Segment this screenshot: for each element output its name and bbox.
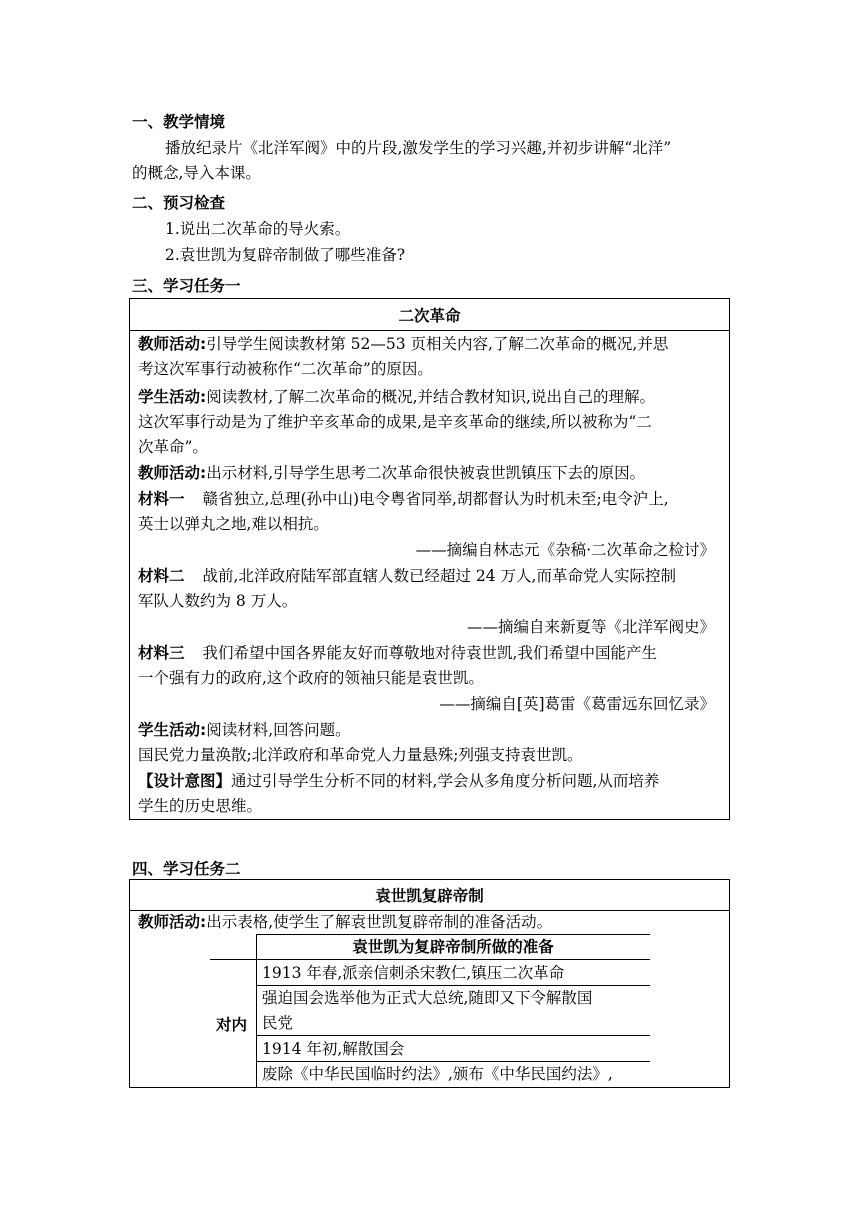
task-2-box	[129, 879, 730, 1088]
paragraph-line: 的概念,导入本课。	[132, 164, 261, 182]
task-1-title: 二次革命	[398, 307, 461, 325]
table-cell: 强迫国会选举他为正式大总统,随即又下令解散国	[262, 989, 593, 1007]
section-heading-context: 一、教学情境	[132, 113, 226, 131]
student-activity-2: 学生活动:阅读材料,回答问题。	[138, 721, 351, 739]
paragraph-line: 播放纪录片《北洋军阀》中的片段,激发学生的学习兴趣,并初步讲解“北洋”	[165, 139, 672, 157]
material-1: 材料一 赣省独立,总理(孙中山)电令粤省同举,胡都督认为时机未至;电令沪上,	[138, 490, 669, 508]
material-1-cont: 英士以弹丸之地,难以相抗。	[138, 515, 329, 533]
student-activity-1: 学生活动:阅读教材,了解二次革命的概况,并结合教材知识,说出自己的理解。	[138, 388, 655, 406]
teacher-activity-1: 教师活动:引导学生阅读教材第 52—53 页相关内容,了解二次革命的概况,并思	[138, 335, 669, 353]
section-heading-preview: 二、预习检查	[132, 194, 226, 212]
task-1-box	[129, 298, 730, 820]
table-cell: 民党	[262, 1014, 294, 1032]
material-3-source: ——摘编自[英]葛雷《葛雷远东回忆录》	[439, 695, 715, 713]
table-cell: 1913 年春,派亲信刺杀宋教仁,镇压二次革命	[262, 964, 565, 982]
teacher-activity: 教师活动:出示表格,使学生了解袁世凯复辟帝制的准备活动。	[138, 913, 553, 931]
teacher-activity-1-cont: 考这次军事行动被称作“二次革命”的原因。	[138, 360, 433, 378]
design-intent: 【设计意图】通过引导学生分析不同的材料,学会从多角度分析问题,从而培养	[138, 772, 660, 790]
answer-1-cont: 次革命”。	[138, 438, 208, 456]
table-cell: 废除《中华民国临时约法》,颁布《中华民国约法》,	[262, 1065, 613, 1083]
table-cell: 1914 年初,解散国会	[262, 1040, 405, 1058]
material-2-cont: 军队人数约为 8 万人。	[138, 592, 298, 610]
question-1: 1.说出二次革命的导火索。	[165, 220, 351, 238]
section-heading-task-2: 四、学习任务二	[132, 860, 241, 878]
table-row-rule	[256, 985, 650, 986]
answer-1: 这次军事行动是为了维护辛亥革命的成果,是辛亥革命的继续,所以被称为“二	[138, 413, 652, 431]
table-header: 袁世凯为复辟帝制所做的准备	[352, 938, 554, 956]
table-row-rule	[256, 1061, 650, 1062]
teacher-activity-2: 教师活动:出示材料,引导学生思考二次革命很快被袁世凯镇压下去的原因。	[138, 464, 646, 482]
task-2-title: 袁世凯复辟帝制	[375, 887, 484, 905]
design-intent-cont: 学生的历史思维。	[138, 797, 263, 815]
material-3: 材料三 我们希望中国各界能友好而尊敬地对待袁世凯,我们希望中国能产生	[138, 644, 657, 662]
material-2: 材料二 战前,北洋政府陆军部直辖人数已经超过 24 万人,而革命党人实际控制	[138, 567, 676, 585]
material-1-source: ——摘编自林志元《杂稿·二次革命之检讨》	[415, 541, 715, 559]
material-3-cont: 一个强有力的政府,这个政府的领袖只能是袁世凯。	[138, 669, 484, 687]
table-row-label: 对内	[216, 1016, 248, 1034]
table-row-rule	[256, 1035, 650, 1036]
divider	[130, 330, 729, 331]
question-2: 2.袁世凯为复辟帝制做了哪些准备?	[165, 246, 406, 264]
answer-2: 国民党力量涣散;北洋政府和革命党人力量悬殊;列强支持袁世凯。	[138, 746, 583, 764]
table-header-rule	[210, 959, 650, 960]
table-top-rule	[256, 934, 650, 935]
section-heading-task-1: 三、学习任务一	[132, 277, 241, 295]
material-2-source: ——摘编自来新夏等《北洋军阀史》	[466, 618, 715, 636]
